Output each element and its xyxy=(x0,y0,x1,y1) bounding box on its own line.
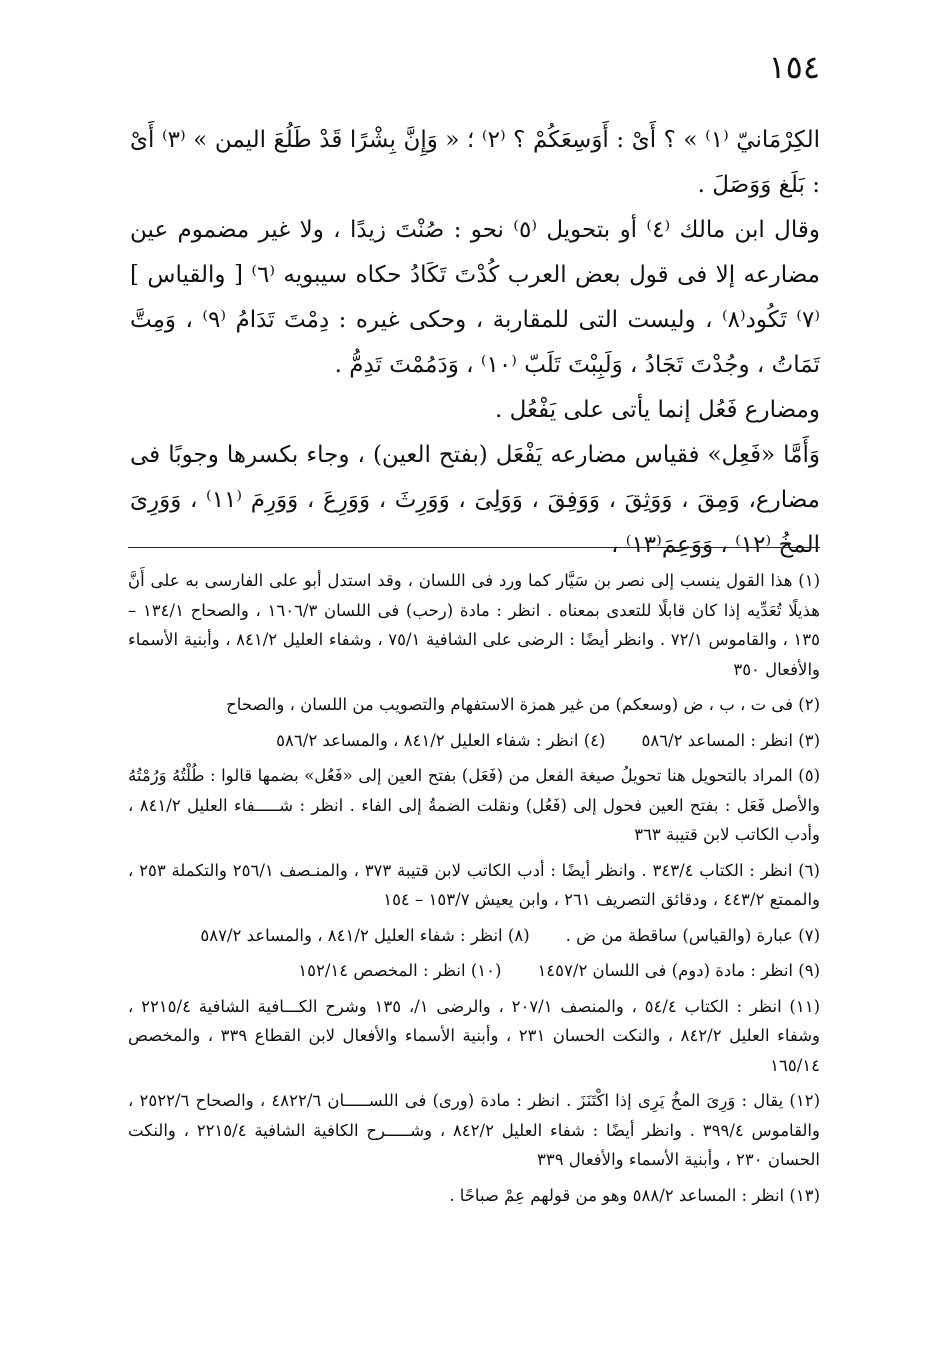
footnote-9: (٩) انظر : مادة (دوم) فى اللسان ١٤٥٧/٢ xyxy=(537,961,820,980)
footnote-4: (٤) انظر : شفاء العليل ٨٤١/٢ ، والمساعد ٥٨٦/٢ xyxy=(276,730,606,750)
footnote-11: (١١) انظر : الكتاب ٥٤/٤ ، والمنصف ٢٠٧/١ ، والرضى ١/، ١٣٥ وشرح الكـــافية الشافية ٢٢١٥/٤ ، وشفاء العليل ٨٤٢/٢ ، والنكت الحسان ٢٣١ ، وأبنية الأسماء والأفعال لابن القطاع ٣٣٩ ، والمخصص ١٦٥/١٤ xyxy=(128,996,820,1075)
main-paragraph: ومضارع فَعُل إنما يأتى على يَفْعُل . xyxy=(494,397,820,423)
main-paragraph: وَأَمَّا «فَعِل» فقياس مضارعه يَفْعَل (بفتح العين) ، وجاء بكسرها وجوبًا فى مضارع، وَمِقَ ، وَوَثِقَ ، وَوَفِقَ ، وَوَلِىَ ، وَوَرِثَ ، وَوَرِعَ ، وَوَرِمَ ⁽١١⁾ ، وَوَرِىَ المخُ ⁽١٢⁾ ، وَوَعِمَ⁽١٣⁾ ، xyxy=(130,442,820,558)
footnote-2: (٢) فى ت ، ب ، ض (وسعكم) من غير همزة الاستفهام والتصويب من اللسان ، والصحاح xyxy=(226,695,820,714)
footnote-1: (١) هذا القول ينسب إلى نصر بن سَيَّار كما ورد فى اللسان ، وقد استدل أبو على الفارسى به على أَنَّ هذيلًا تُعَدِّيه إذا كان قابلًا للتعدى بمعناه . انظر : مادة (رحب) فى اللسان ١٦٠٦/٣ ، والصحاح ١٣٤/١ – ١٣٥ ، والقاموس ٧٢/١ . وانظر أيضًا : الرضى على الشافية ٧٥/١ ، وشفاء العليل ٨٤١/٢ ، وأبنية الأسماء والأفعال ٣٥٠ xyxy=(128,571,821,679)
footnote-row xyxy=(128,956,820,986)
main-paragraph: الكِرْمَانيّ ⁽١⁾ » ؟ أَىْ : أَوَسِعَكُمْ ؟ ⁽٢⁾ ؛ « وَإِنَّ بِشْرًا قَدْ طَلُعَ اليمن » ⁽٣⁾ أَىْ : بَلَغ وَوَصَلَ . xyxy=(130,127,820,198)
main-paragraph: وقال ابن مالك ⁽٤⁾ أو بتحويل ⁽٥⁾ نحو : صُنْتَ زيدًا ، ولا غير مضموم عين مضارعه إلا فى قول بعض العرب كُدْتَ تَكَادُ حكاه سيبويه ⁽٦⁾ [ والقياس ] ⁽٧⁾ تَكُود⁽٨⁾ ، وليست التى للمقاربة ، وحكى غيره : دِمْتَ تَدَامُ ⁽٩⁾ ، وَمِتَّ تَمَاتُ ، وجُدْتَ تَجَادُ ، وَلَبِبْتَ تَلَبّ ⁽١٠⁾ ، وَدَمُمْتَ تَدِمُّ . xyxy=(130,217,821,378)
footnotes xyxy=(128,566,820,1216)
main-text xyxy=(130,118,820,568)
footnote-13: (١٣) انظر : المساعد ٥٨٨/٢ وهو من قولهم عِمْ صباحًا . xyxy=(449,1185,820,1205)
footnote-divider xyxy=(128,547,820,548)
page-number: ١٥٤ xyxy=(768,48,820,86)
footnote-3: (٣) انظر : المساعد ٥٨٦/٢ xyxy=(641,730,820,750)
footnote-8: (٨) انظر : شفاء العليل ٨٤١/٢ ، والمساعد ٥٨٧/٢ xyxy=(200,925,530,945)
footnote-7: (٧) عبارة (والقياس) ساقطة من ض . xyxy=(565,925,820,945)
footnote-6: (٦) انظر : الكتاب ٣٤٣/٤ . وانظر أيضًا : أدب الكاتب لابن قتيبة ٣٧٣ ، والمنـصف ٢٥٦/١ والتكملة ٢٥٣ ، والممتع ٤٤٣/٢ ، ودقائق التصريف ٢٦١ ، وابن يعيش ١٥٣/٧ – ١٥٤ xyxy=(128,860,820,909)
footnote-row xyxy=(128,921,820,951)
footnote-12: (١٢) يقال : وَرِىَ المخُ يَرِى إذا اكْتَنَزَ . انظر : مادة (ورى) فى اللســـــان ٤٨٢٢/٦ ، والصحاح ٢٥٢٢/٦ ، والقاموس ٣٩٩/٤ . وانظر أيضًا : شفاء العليل ٨٤٢/٢ ، وشـــــرح الكافية الشافية ٢٢١٥/٤ ، والنكت الحسان ٢٣٠ ، وأبنية الأسماء والأفعال ٣٣٩ xyxy=(128,1091,820,1169)
footnote-10: (١٠) انظر : المخصص ١٥٢/١٤ xyxy=(298,961,502,980)
footnote-5: (٥) المراد بالتحويل هنا تحويلُ صيغة الفعل من (فَعَل) بفتح العين إلى «فَعُل» بضمها قالوا : طُلْتُهُ وَرُمْتُهُ والأصل فَعَل : بفتح العين فحول إلى (فَعُل) ونقلت الضمةُ إلى الفاء . انظر : شـــــفاء العليل ٨٤١/٢ ، وأدب الكاتب لابن قتيبة ٣٦٣ xyxy=(128,766,820,844)
footnote-row xyxy=(128,726,820,756)
